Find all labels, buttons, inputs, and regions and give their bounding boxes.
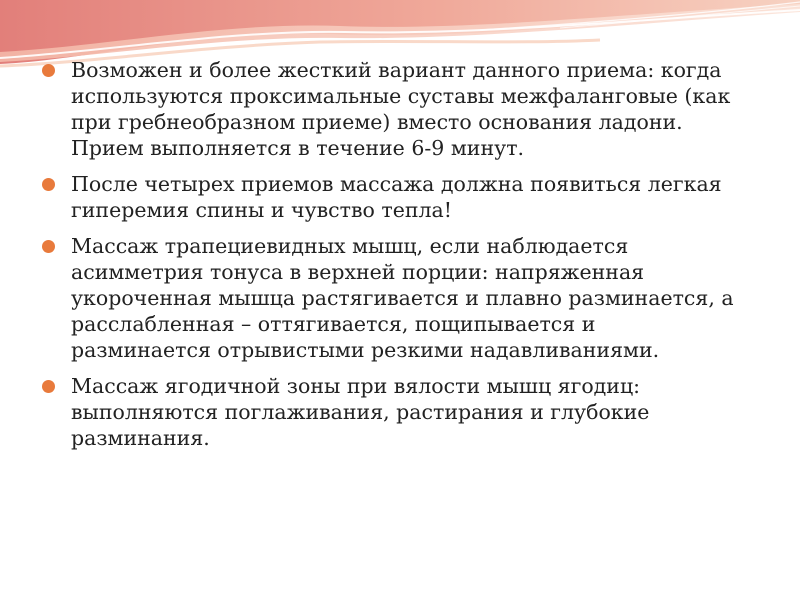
bullet-text: Возможен и более жесткий вариант данного приема: когда используются проксимальные суставы межфаланговые (как при гребнеобразном приеме) вместо основания ладони. Прием выполняется в течение 6-9 минут.: [71, 58, 731, 160]
bullet-dot-icon: [42, 380, 55, 393]
bullet-dot-icon: [42, 240, 55, 253]
bullet-text: Массаж трапециевидных мышц, если наблюдается асимметрия тонуса в верхней порции: напряженная укороченная мышца растягивается и плавно разминается, а расслабленная – оттягивается, пощипывается и разминается отрывистыми резкими надавливаниями.: [71, 234, 734, 362]
bullet-item: [40, 233, 740, 363]
bullet-dot-icon: [42, 64, 55, 77]
bullet-text: После четырех приемов массажа должна появиться легкая гиперемия спины и чувство тепла!: [71, 172, 722, 222]
bullet-item: [40, 57, 740, 161]
bullet-item: [40, 373, 740, 451]
bullet-text: Массаж ягодичной зоны при вялости мышц ягодиц: выполняются поглаживания, растирания и глубокие разминания.: [71, 374, 650, 450]
bullet-list: [40, 57, 740, 461]
bullet-dot-icon: [42, 178, 55, 191]
bullet-item: [40, 171, 740, 223]
